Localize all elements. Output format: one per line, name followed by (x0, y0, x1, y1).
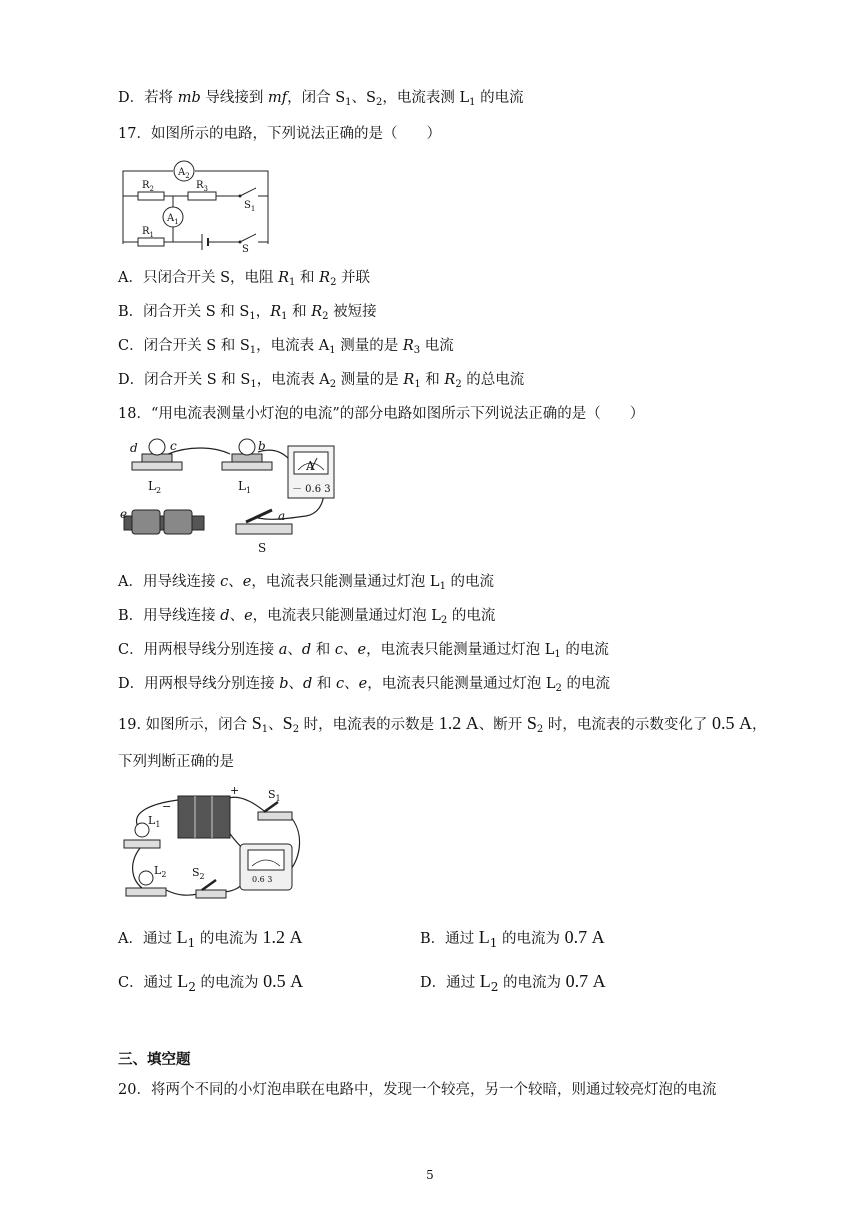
q18-ammeter-terminals: － 0.6 3 (292, 484, 331, 495)
q17-s1-label: $S_1$ (244, 200, 256, 213)
q17-option-d: D．闭合开关 S 和 $S_1$，电流表 $A_2$ 测量的是 $R_1$ 和 $R_2$ 的总电流 (118, 372, 525, 390)
q18-ammeter-label: A (306, 459, 315, 473)
q19-option-d: D．通过 $L_2$ 的电流为 0.7 A (420, 971, 606, 994)
q18-l1-label: $L_1$ (238, 479, 252, 495)
q19-s1-label: $S_1$ (268, 788, 281, 803)
q17-r3-label: $R_3$ (196, 180, 208, 193)
section-title-fill-in: 三、填空题 (118, 1051, 191, 1068)
q18-stem: 18．“用电流表测量小灯泡的电流”的部分电路如图所示下列说法正确的是（ ） (118, 406, 645, 422)
q18-point-a: a (278, 509, 286, 523)
q18-option-a: A．用导线连接 c、e，电流表只能测量通过灯泡 $L_1$ 的电流 (118, 574, 495, 592)
q17-option-a: A．只闭合开关 S，电阻 $R_1$ 和 $R_2$ 并联 (118, 270, 371, 288)
q17-a1-label: $A_1$ (167, 213, 179, 226)
q18-point-e: e (120, 507, 128, 521)
q18-l2-label: $L_2$ (148, 479, 162, 495)
q19-option-c: C．通过 $L_2$ 的电流为 0.5 A (118, 971, 304, 994)
q17-option-c: C．闭合开关 S 和 $S_1$，电流表 $A_1$ 测量的是 $R_3$ 电流 (118, 338, 454, 356)
q16-option-d: D．若将 mb 导线接到 mf，闭合 $S_1$、$S_2$，电流表测 $L_1$ 的电流 (118, 90, 524, 108)
q19-ammeter-terminals: 0.6 3 (252, 875, 273, 884)
q19-l1-label: $L_1$ (148, 814, 161, 829)
q19-l2-label: $L_2$ (154, 864, 167, 879)
q18-point-b: b (258, 439, 266, 453)
q18-circuit-figure (118, 434, 348, 558)
q19-option-a: A．通过 $L_1$ 的电流为 1.2 A (118, 927, 303, 950)
q19-stem-line1: 19. 如图所示，闭合 $S_1$、$S_2$ 时，电流表的示数是 1.2 A、断开 $S_2$ 时，电流表的示数变化了 0.5 A， (118, 713, 767, 735)
q17-circuit-figure (118, 154, 278, 254)
q20-stem: 20．将两个不同的小灯泡串联在电路中，发现一个较亮，另一个较暗，则通过较亮灯泡的电流 (118, 1082, 717, 1098)
q18-point-d: d (130, 441, 138, 455)
q18-point-c: c (170, 439, 177, 453)
q19-option-b: B．通过 $L_1$ 的电流为 0.7 A (420, 927, 605, 950)
q17-a2-label: $A_2$ (178, 167, 190, 180)
q17-r2-label: $R_2$ (142, 180, 154, 193)
q19-circuit-figure (118, 784, 308, 912)
q17-r1-label: $R_1$ (142, 226, 154, 239)
q19-minus-label: − (162, 800, 172, 813)
q17-option-b: B．闭合开关 S 和 $S_1$，$R_1$ 和 $R_2$ 被短接 (118, 304, 377, 322)
q19-stem-line2: 下列判断正确的是 (118, 754, 234, 770)
q18-option-d: D．用两根导线分别连接 b、d 和 c、e，电流表只能测量通过灯泡 $L_2$ 的电流 (118, 676, 610, 694)
page-number: 5 (426, 1168, 434, 1182)
q17-s-label: S (242, 244, 249, 254)
q18-switch-label: S (258, 541, 267, 555)
q17-stem: 17．如图所示的电路，下列说法正确的是（ ） (118, 126, 441, 142)
q18-option-b: B．用导线连接 d、e，电流表只能测量通过灯泡 $L_2$ 的电流 (118, 608, 496, 626)
q18-option-c: C．用两根导线分别连接 a、d 和 c、e，电流表只能测量通过灯泡 $L_1$ 的电流 (118, 642, 609, 660)
q19-plus-label: + (230, 784, 240, 797)
q19-s2-label: $S_2$ (192, 866, 205, 881)
